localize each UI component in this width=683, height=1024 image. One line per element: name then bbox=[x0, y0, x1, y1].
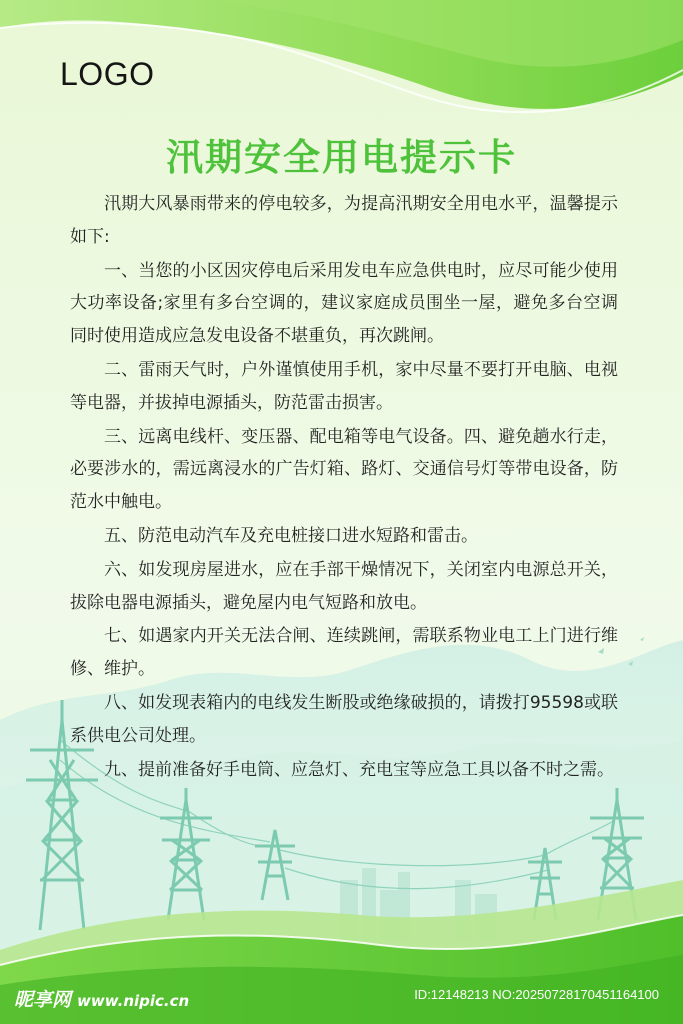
watermark-url: www.nipic.cn bbox=[77, 992, 190, 1010]
paragraph-5: 五、防范电动汽车及充电桩接口进水短路和雷击。 bbox=[104, 525, 478, 546]
notice-body bbox=[70, 188, 618, 786]
paragraph-3: 三、远离电线杆、变压器、配电箱等电气设备。四、避免趟水行走，必要涉水的，需远离浸水的广告灯箱、路灯、交通信号灯等带电设备，防范水中触电。 bbox=[70, 426, 618, 513]
paragraph-2: 二、雷雨天气时，户外谨慎使用手机，家中尽量不要打开电脑、电视等电器，并拔掉电源插头，防范雷击损害。 bbox=[70, 359, 618, 413]
paragraph-9: 九、提前准备好手电筒、应急灯、充电宝等应急工具以备不时之需。 bbox=[104, 759, 614, 780]
page-title: 汛期安全用电提示卡 bbox=[166, 136, 517, 179]
logo: LOGO bbox=[60, 56, 155, 92]
paragraph-7: 七、如遇家内开关无法合闸、连续跳闸，需联系物业电工上门进行维修、维护。 bbox=[70, 626, 618, 680]
paragraph-8: 八、如发现表箱内的电线发生断股或绝缘破损的，请拨打95598或联系供电公司处理。 bbox=[70, 692, 618, 746]
paragraph-6: 六、如发现房屋进水，应在手部干燥情况下，关闭室内电源总开关，拔除电器电源插头，避免屋内电气短路和放电。 bbox=[70, 559, 618, 613]
paragraph-1: 一、当您的小区因灾停电后采用发电车应急供电时，应尽可能少使用大功率设备;家里有多台空调的，建议家庭成员围坐一屋，避免多台空调同时使用造成应急发电设备不堪重负，再次跳闸。 bbox=[70, 260, 618, 347]
watermark-brand bbox=[14, 985, 189, 1012]
watermark-brand-name: 昵享网 bbox=[14, 989, 72, 1011]
watermark-id: ID:12148213 NO:20250728170451164100 bbox=[414, 987, 659, 1002]
paragraph-intro: 汛期大风暴雨带来的停电较多，为提高汛期安全用电水平，温馨提示如下: bbox=[70, 194, 618, 247]
